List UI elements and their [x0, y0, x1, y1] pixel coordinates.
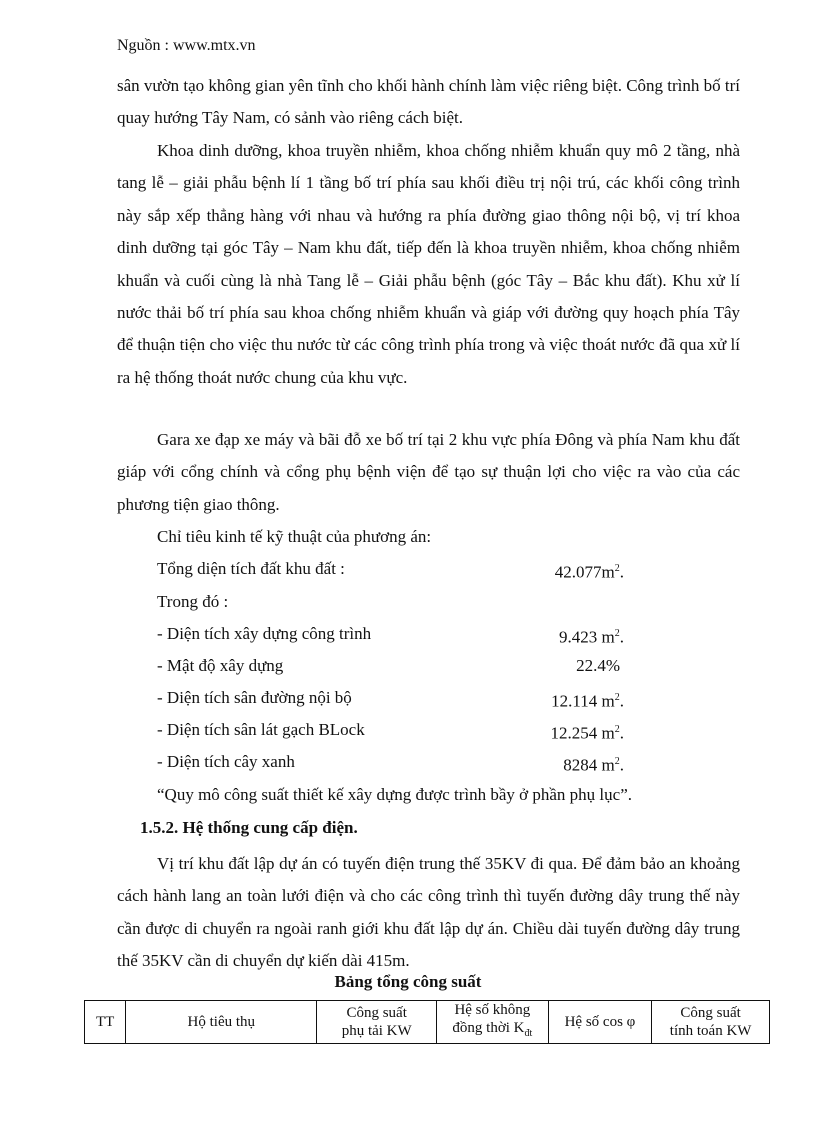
section-heading: 1.5.2. Hệ thống cung cấp điện.	[140, 818, 358, 837]
header-tt: TT	[85, 1001, 126, 1044]
indicator-value: $42.077m^2$.	[554, 562, 624, 582]
header-calc-power: Công suất tính toán KW	[652, 1001, 770, 1044]
indicator-total	[157, 553, 637, 585]
source-note: Nguồn : www.mtx.vn	[117, 37, 256, 54]
indicator-row	[157, 714, 637, 746]
indicator-label: - Mật độ xây dựng	[157, 656, 284, 675]
indicator-value: 8284 $m^2$.	[563, 755, 624, 775]
header-simultaneity-factor: Hệ số không đồng thời $K_{đt}$	[437, 1001, 549, 1044]
indicator-row	[157, 650, 637, 682]
indicator-row	[157, 682, 637, 714]
indicator-value: 12.114 $m^2$.	[551, 691, 624, 711]
appendix-quote: “Quy mô công suất thiết kế xây dựng được trình bầy ở phần phụ lục”.	[157, 785, 632, 804]
paragraph-3-text: Gara xe đạp xe máy và bãi đỗ xe bố trí tại 2 khu vực phía Đông và phía Nam khu đất giáp với cổng chính và cổng phụ bệnh viện để tạo sự thuận lợi cho việc ra vào của các phương tiện giao thông.	[117, 430, 740, 514]
paragraph-1-text: sân vườn tạo không gian yên tĩnh cho khối hành chính làm việc riêng biệt. Công trình bố trí quay hướng Tây Nam, có sảnh vào riêng cách biệt.	[117, 76, 741, 128]
paragraph-2-text: Khoa dinh dưỡng, khoa truyền nhiễm, khoa chống nhiễm khuẩn quy mô 2 tầng, nhà tang lễ – giải phẫu bệnh lí 1 tầng bố trí phía sau khối điều trị nội trú, các khối công trình này sắp xếp thẳng hàng với nhau và hướng ra phía đường giao thông nội bộ, vị trí khoa dinh dưỡng tại góc Tây – Nam khu đất, tiếp đến là khoa truyền nhiễm, khoa chống nhiễm khuẩn và cuối cùng là nhà Tang lễ – Giải phẫu bệnh (góc Tây – Bắc khu đất). Khu xử lí nước thải bố trí phía sau khoa chống nhiễm khuẩn và giáp với đường quy hoạch phía Tây để thuận tiện cho việc thu nước từ các công trình phía trong và việc thoát nước đã qua xử lí ra hệ thống thoát nước chung của khu vực.	[117, 141, 740, 387]
indicator-label: - Diện tích xây dựng công trình	[157, 624, 372, 643]
indicator-value: 12.254 $m^2$.	[550, 723, 624, 743]
indicators-title: Chỉ tiêu kinh tế kỹ thuật của phương án:	[157, 527, 432, 546]
indicator-value: 22.4%	[576, 656, 620, 675]
paragraph-3	[117, 424, 740, 521]
paragraph-2	[117, 135, 740, 394]
table-title: Bảng tổng công suất	[334, 972, 482, 991]
indicator-label: Tổng diện tích đất khu đất :	[157, 559, 345, 578]
indicator-value: 9.423 $m^2$.	[559, 627, 624, 647]
indicator-label: - Diện tích sân đường nội bộ	[157, 688, 352, 707]
indicator-label: - Diện tích cây xanh	[157, 752, 295, 771]
indicator-label: - Diện tích sân lát gạch BLock	[157, 720, 365, 739]
indicator-row	[157, 618, 637, 650]
section-paragraph	[117, 848, 740, 978]
header-cos-phi: Hệ số cos φ	[548, 1001, 652, 1044]
header-load-power: Công suất phụ tải KW	[317, 1001, 437, 1044]
power-table	[84, 1000, 770, 1044]
indicator-row	[157, 746, 637, 778]
section-paragraph-text: Vị trí khu đất lập dự án có tuyến điện trung thế 35KV đi qua. Để đảm bảo an khoảng cách hành lang an toàn lưới điện và cho các công trình thì tuyến đường dây trung thế này cần được di chuyển ra ngoài ranh giới khu đất lập dự án. Chiều dài tuyến đường dây trung thế 35KV cần di chuyển dự kiến dài 415m.	[117, 854, 740, 971]
indicators-subtitle: Trong đó :	[157, 592, 229, 611]
paragraph-1	[117, 70, 740, 135]
header-consumer: Hộ tiêu thụ	[126, 1001, 317, 1044]
table-header-row	[85, 1001, 770, 1044]
